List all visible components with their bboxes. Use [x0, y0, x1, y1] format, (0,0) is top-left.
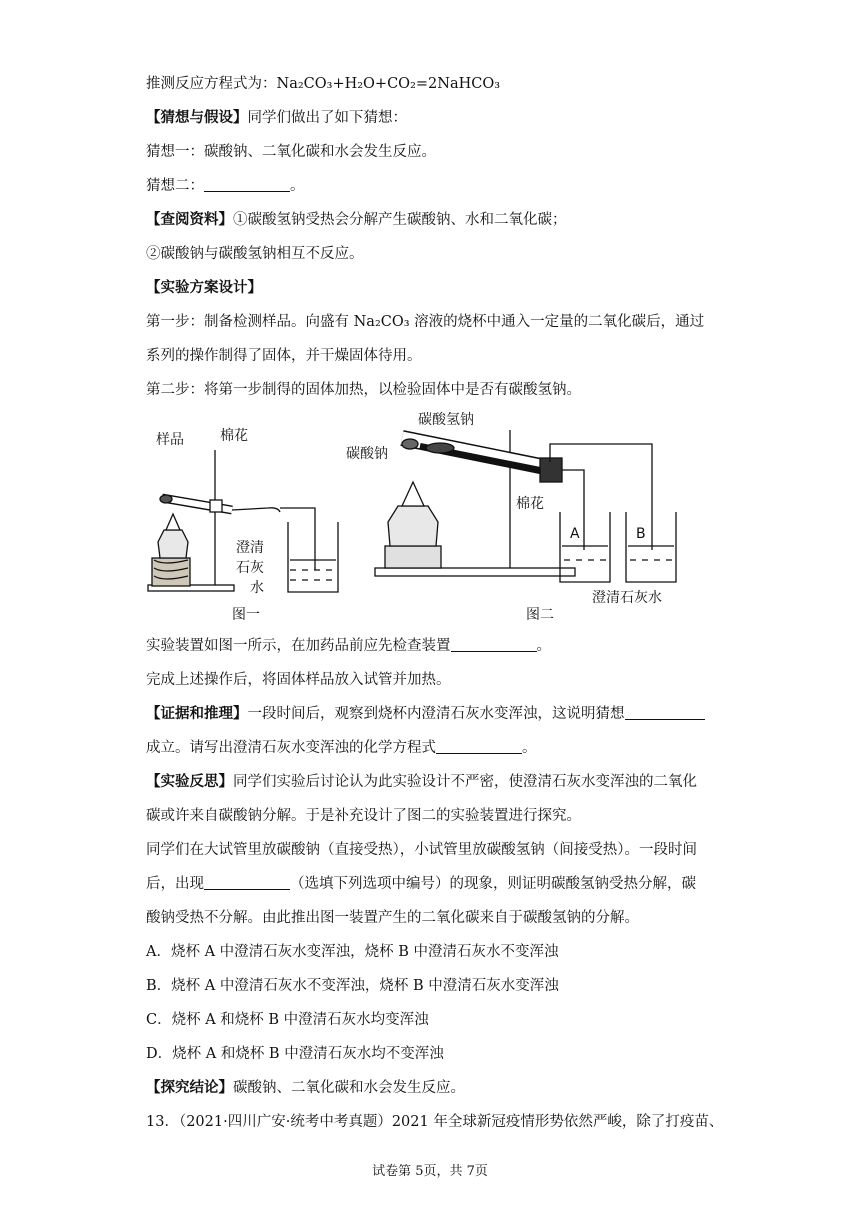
limewater2-label: 澄清石灰水 — [592, 590, 662, 606]
phenomenon-line: 后，出现 （选填下列选项中编号）的现象，则证明碳酸氢钠受热分解，碳 — [146, 876, 696, 892]
nahco3-label: 碳酸氢钠 — [418, 412, 474, 428]
page-footer: 试卷第 5页，共 7页 — [372, 1164, 488, 1179]
option-a[interactable]: A．烧杯 A 中澄清石灰水变浑浊，烧杯 B 中澄清石灰水不变浑浊 — [146, 944, 559, 960]
hypothesis-two: 猜想二： 。 — [146, 178, 305, 194]
hypothesis-one: 猜想一：碳酸钠、二氧化碳和水会发生反应。 — [146, 144, 436, 160]
section-heading: 【实验反思】 — [146, 773, 233, 790]
cotton-label: 棉花 — [220, 428, 248, 444]
beaker-a-label: A — [570, 526, 580, 542]
sample-label: 样品 — [156, 432, 184, 448]
limewater-label-2: 石灰 — [236, 560, 264, 576]
section-heading: 【查阅资料】 — [146, 211, 233, 228]
section-heading: 【猜想与假设】 — [146, 109, 248, 126]
answer-blank[interactable] — [204, 875, 290, 890]
limewater-label-3: 水 — [250, 580, 264, 596]
conclusion-derived-line: 酸钠受热不分解。由此推出图一装置产生的二氧化碳来自于碳酸氢钠的分解。 — [146, 910, 639, 926]
limewater-label-1: 澄清 — [236, 540, 264, 556]
step-two: 第二步：将第一步制得的固体加热，以检验固体中是否有碳酸氢钠。 — [146, 382, 581, 398]
apparatus-diagram — [140, 410, 740, 628]
operation-line: 完成上述操作后，将固体样品放入试管并加热。 — [146, 672, 451, 688]
experiment-line: 同学们在大试管里放碳酸钠（直接受热），小试管里放碳酸氢钠（间接受热）。一段时间 — [146, 842, 697, 858]
section-heading: 【证据和推理】 — [146, 705, 248, 722]
reference-line-2: ②碳酸钠与碳酸氢钠相互不反应。 — [146, 246, 364, 262]
answer-blank[interactable] — [625, 705, 705, 720]
answer-blank[interactable] — [204, 177, 290, 192]
option-d[interactable]: D．烧杯 A 和烧杯 B 中澄清石灰水均不变浑浊 — [146, 1046, 444, 1062]
evidence-line: 【证据和推理】一段时间后，观察到烧杯内澄清石灰水变浑浊，这说明猜想 — [146, 704, 705, 724]
reflection-line: 【实验反思】同学们实验后讨论认为此实验设计不严密，使澄清石灰水变浑浊的二氧化 — [146, 773, 697, 790]
answer-blank[interactable] — [436, 739, 522, 754]
figure-one-caption: 图一 — [232, 607, 260, 623]
section-heading: 【探究结论】 — [146, 1079, 233, 1096]
equation-line: 推测反应方程式为：Na₂CO₃+H₂O+CO₂=2NaHCO₃ — [146, 76, 501, 92]
answer-blank[interactable] — [451, 637, 537, 652]
figure-two-caption: 图二 — [526, 607, 554, 623]
beaker-b-label: B — [636, 526, 646, 542]
apparatus-check-line: 实验装置如图一所示，在加药品前应先检查装置 。 — [146, 638, 551, 654]
question-13: 13．（2021·四川广安·统考中考真题）2021 年全球新冠疫情形势依然严峻，除了打疫苗、 — [146, 1114, 724, 1130]
reference-line: 【查阅资料】①碳酸氢钠受热会分解产生碳酸钠、水和二氧化碳； — [146, 211, 567, 228]
step-one-cont: 系列的操作制得了固体，并干燥固体待用。 — [146, 348, 422, 364]
reflection-line-2: 碳或许来自碳酸钠分解。于是补充设计了图二的实验装置进行探究。 — [146, 808, 581, 824]
conclusion-line: 【探究结论】碳酸钠、二氧化碳和水会发生反应。 — [146, 1079, 465, 1096]
option-c[interactable]: C．烧杯 A 和烧杯 B 中澄清石灰水均变浑浊 — [146, 1012, 429, 1028]
step-one: 第一步：制备检测样品。向盛有 Na₂CO₃ 溶液的烧杯中通入一定量的二氧化碳后，通过 — [146, 314, 705, 330]
hypothesis-heading-line: 【猜想与假设】同学们做出了如下猜想： — [146, 109, 407, 126]
option-b[interactable]: B．烧杯 A 中澄清石灰水不变浑浊，烧杯 B 中澄清石灰水变浑浊 — [146, 978, 559, 994]
equation-request-line: 成立。请写出澄清石灰水变浑浊的化学方程式 。 — [146, 740, 537, 756]
cotton2-label: 棉花 — [516, 496, 544, 512]
apparatus-figure — [140, 410, 740, 628]
design-heading: 【实验方案设计】 — [146, 279, 262, 296]
na2co3-label: 碳酸钠 — [346, 446, 388, 462]
